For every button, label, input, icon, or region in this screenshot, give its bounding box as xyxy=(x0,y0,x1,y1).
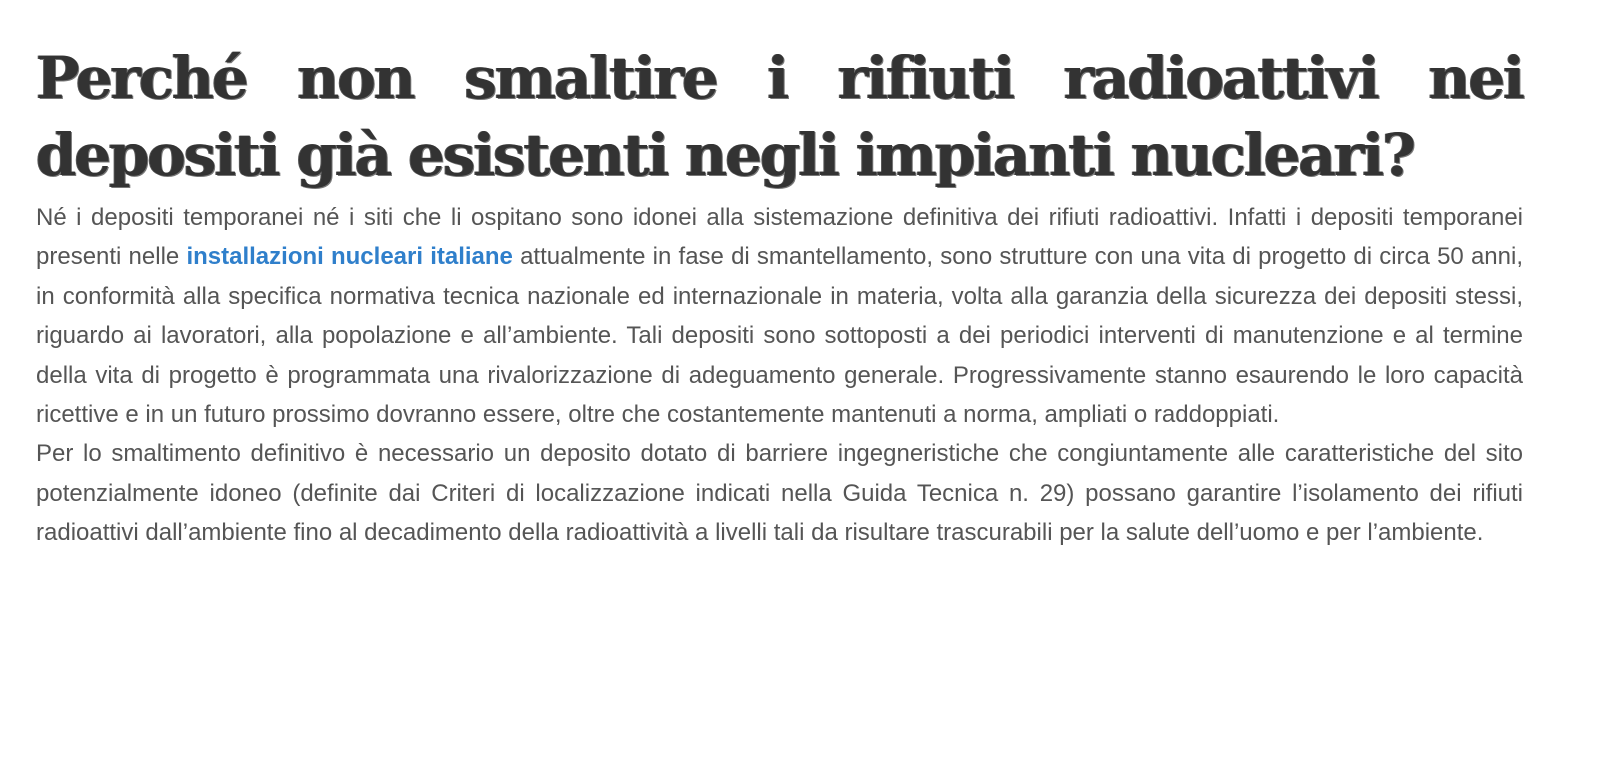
installazioni-nucleari-link[interactable]: installazioni nucleari italiane xyxy=(186,243,513,271)
article-title: Perché non smaltire i rifiuti radioattivi nei depositi già esistenti negli impianti nucleari? xyxy=(36,44,1523,189)
paragraph-2: Per lo smaltimento definitivo è necessario un deposito dotato di barriere ingegneristiche che congiuntamente alle caratteristiche del sito potenzialmente idoneo (definite dai Criteri di localizzazione indicati nella Guida Tecnica n. 29) possano garantire l’isolamento dei rifiuti radioattivi dall’ambiente fino al decadimento della radioattività a livelli tali da risultare trascurabili per la salute dell’uomo e per l’ambiente. xyxy=(36,440,1523,547)
paragraph-1-rest: attualmente in fase di smantellamento, sono strutture con una vita di progetto di circa 50 anni, in conformità alla specifica normativa tecnica nazionale ed internazionale in materia, volta alla garanzia della sicurezza dei depositi stessi, riguardo ai lavoratori, alla popolazione e all’ambiente. Tali depositi sono sottoposti a dei periodici interventi di manutenzione e al termine della vita di progetto è programmata una rivalorizzazione di adeguamento generale. Progressivamente stanno esaurendo le loro capacità ricettive e in un futuro prossimo dovranno essere, oltre che costantemente mantenuti a norma, ampliati o raddoppiati. xyxy=(36,243,1523,429)
paragraph-1 xyxy=(36,198,1523,434)
article-body xyxy=(36,198,1523,553)
article xyxy=(36,40,1523,553)
paragraph-1-intro: Né i depositi temporanei né i siti che li ospitano sono idonei alla sistemazione definitiva dei rifiuti radioattivi. Infatti i depositi temporanei presenti nelle xyxy=(36,204,1523,271)
